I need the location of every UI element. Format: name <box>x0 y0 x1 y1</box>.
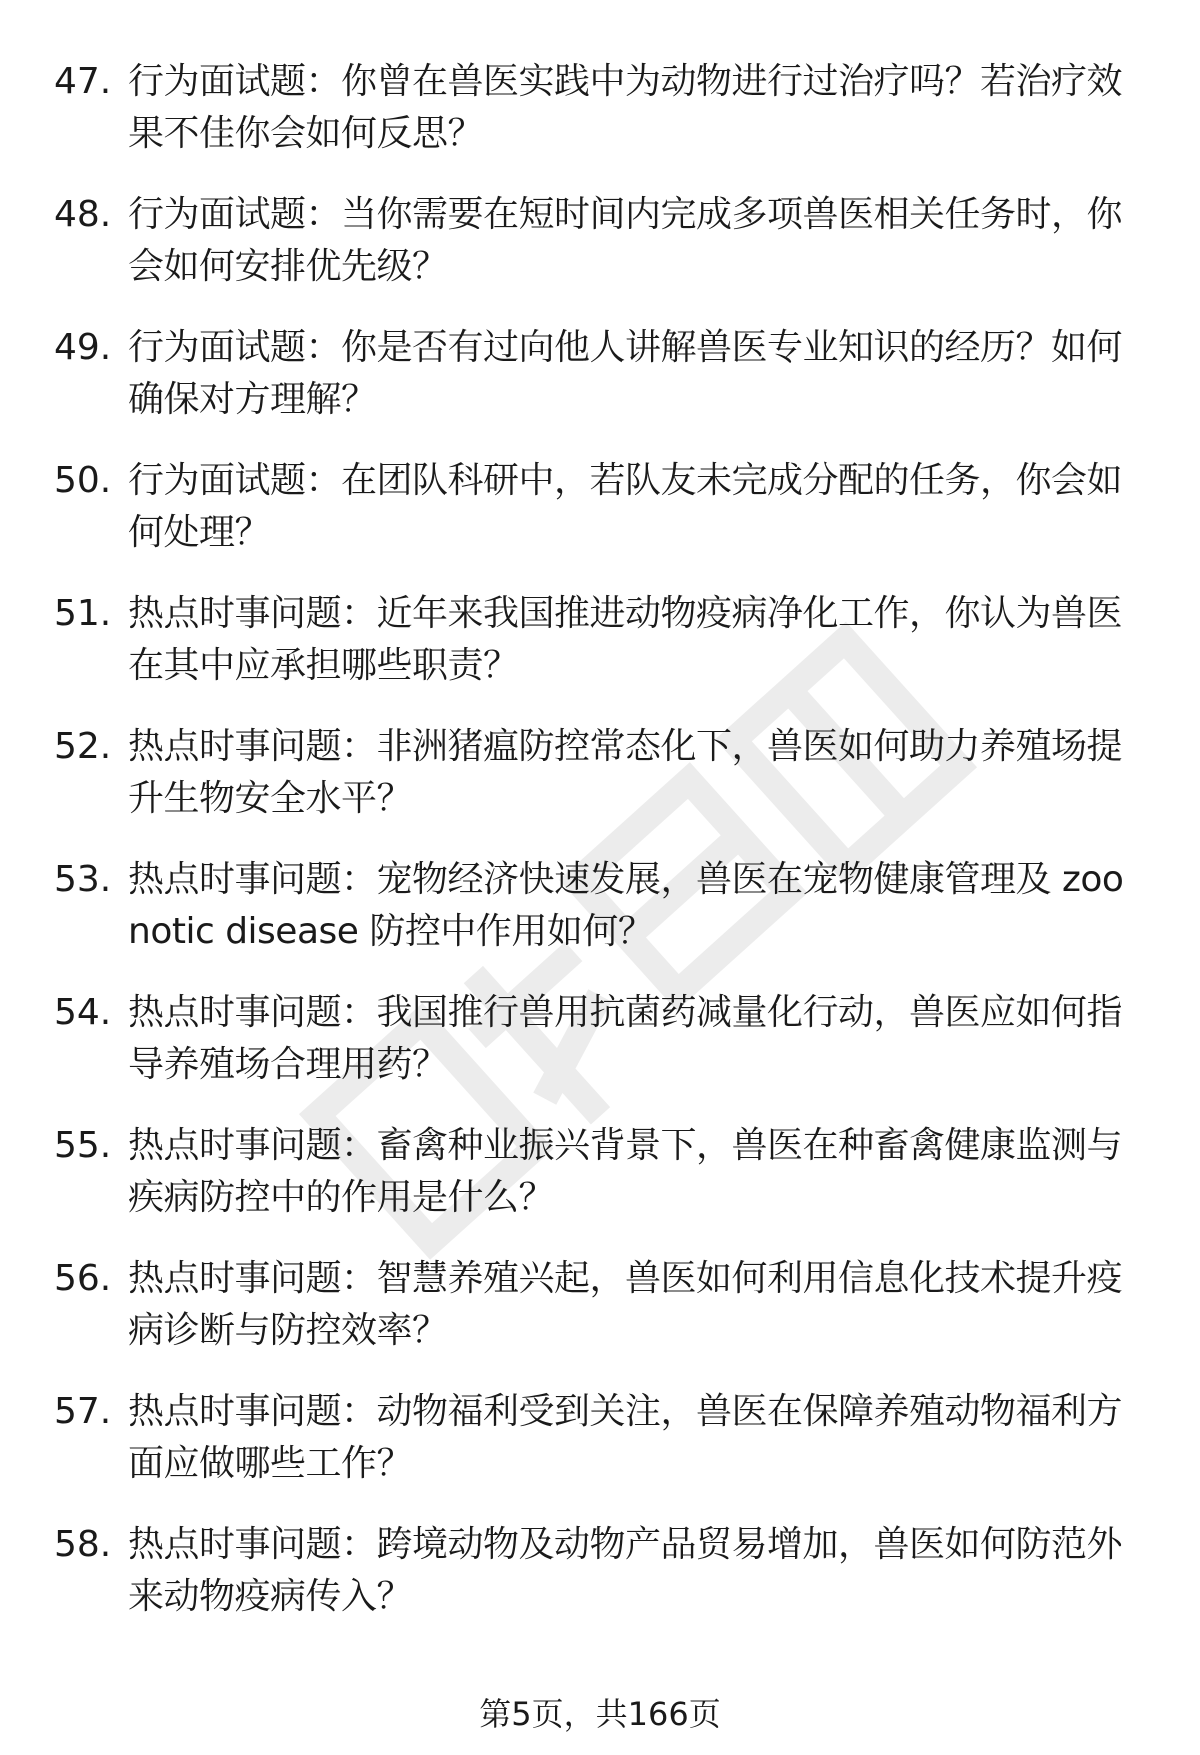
question-text: 热点时事问题：智慧养殖兴起，兽医如何利用信息化技术提升疫病诊断与防控效率？ <box>128 1258 1123 1351</box>
question-text: 行为面试题：你曾在兽医实践中为动物进行过治疗吗？若治疗效果不佳你会如何反思？ <box>128 61 1123 154</box>
question-number: 53. <box>54 859 112 900</box>
list-item <box>0 854 1200 987</box>
question-number: 47. <box>54 61 112 102</box>
question-text: 热点时事问题：我国推行兽用抗菌药减量化行动，兽医应如何指导养殖场合理用药？ <box>128 992 1123 1085</box>
list-item <box>0 1386 1200 1519</box>
list-item <box>0 588 1200 721</box>
question-number: 55. <box>54 1125 112 1166</box>
list-item <box>0 56 1200 189</box>
question-number: 50. <box>54 460 112 501</box>
question-number: 57. <box>54 1391 112 1432</box>
question-list <box>0 56 1200 1652</box>
question-number: 49. <box>54 327 112 368</box>
list-item <box>0 322 1200 455</box>
question-text: 热点时事问题：畜禽种业振兴背景下，兽医在种畜禽健康监测与疾病防控中的作用是什么？ <box>128 1125 1123 1218</box>
question-number: 58. <box>54 1524 112 1565</box>
question-text: 热点时事问题：近年来我国推进动物疫病净化工作，你认为兽医在其中应承担哪些职责？ <box>128 593 1123 686</box>
question-number: 51. <box>54 593 112 634</box>
question-text: 行为面试题：在团队科研中，若队友未完成分配的任务，你会如何处理？ <box>128 460 1123 553</box>
list-item <box>0 455 1200 588</box>
question-number: 54. <box>54 992 112 1033</box>
question-text: 热点时事问题：跨境动物及动物产品贸易增加，兽医如何防范外来动物疫病传入？ <box>128 1524 1123 1617</box>
question-number: 52. <box>54 726 112 767</box>
question-number: 48. <box>54 194 112 235</box>
question-text: 行为面试题：当你需要在短时间内完成多项兽医相关任务时，你会如何安排优先级？ <box>128 194 1123 287</box>
question-text: 热点时事问题：宠物经济快速发展，兽医在宠物健康管理及 zoonotic disease 防控中作用如何？ <box>128 859 1124 952</box>
page-number-footer: 第5页，共166页 <box>479 1695 721 1733</box>
list-item <box>0 1120 1200 1253</box>
list-item <box>0 987 1200 1120</box>
list-item <box>0 721 1200 854</box>
question-text: 行为面试题：你是否有过向他人讲解兽医专业知识的经历？如何确保对方理解？ <box>128 327 1123 420</box>
list-item <box>0 189 1200 322</box>
list-item <box>0 1519 1200 1652</box>
list-item <box>0 1253 1200 1386</box>
question-number: 56. <box>54 1258 112 1299</box>
question-text: 热点时事问题：非洲猪瘟防控常态化下，兽医如何助力养殖场提升生物安全水平？ <box>128 726 1123 819</box>
question-text: 热点时事问题：动物福利受到关注，兽医在保障养殖动物福利方面应做哪些工作？ <box>128 1391 1123 1484</box>
